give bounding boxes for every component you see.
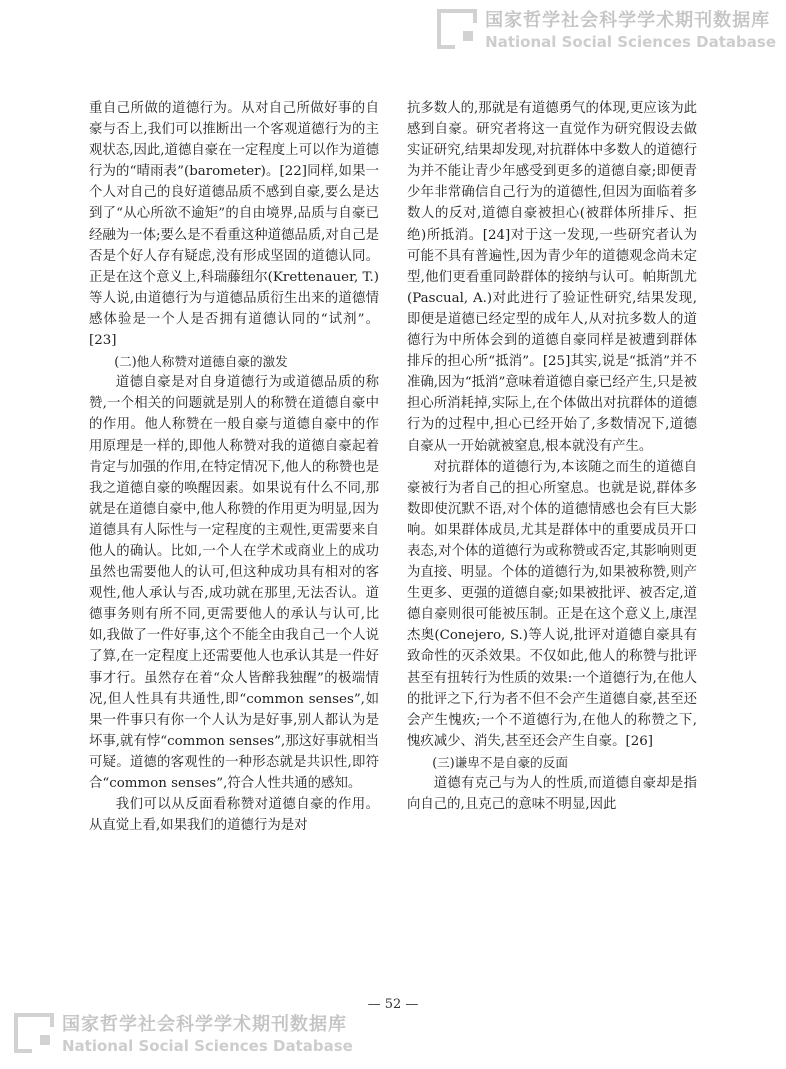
watermark-title-en: National Social Sciences Database bbox=[62, 1037, 353, 1055]
database-logo-icon bbox=[437, 9, 477, 49]
section-heading: (三)谦卑不是自豪的反面 bbox=[432, 754, 568, 770]
paragraph: 对抗群体的道德行为,本该随之而生的道德自豪被行为者自己的担心所窒息。也就是说,群体多数即使沉默不语,对个体的道德情感也会有巨大影响。如果群体成员,尤其是群体中的重要成员开口表态,对个体的道德行为或称赞或否定,其影响则更为直接、明显。个体的道德行为,如果被称赞,则产生更多、更强的道德自豪;如果被批评、被否定,道德自豪则很可能被压制。正是在这个意义上,康涅杰奥(Conejero, S.)等人说,批评对道德自豪具有致命性的灭杀效果。不仅如此,他人的称赞与批评甚至有扭转行为性质的效果:一个道德行为,在他人的批评之下,行为者不但不会产生道德自豪,甚至还会产生愧疚;一个不道德行为,在他人的称赞之下,愧疚减少、消失,甚至还会产生自豪。[26] bbox=[407, 459, 697, 749]
watermark-title-cn: 国家哲学社会科学学术期刊数据库 bbox=[485, 10, 771, 31]
paragraph: 道德有克己与为人的性质,而道德自豪却是指向自己的,且克己的意味不明显,因此 bbox=[407, 776, 697, 813]
paragraph: 我们可以从反面看称赞对道德自豪的作用。从直觉上看,如果我们的道德行为是对 bbox=[89, 797, 379, 834]
watermark-title-en: National Social Sciences Database bbox=[485, 33, 776, 51]
left-column bbox=[89, 98, 379, 836]
watermark-top bbox=[437, 6, 776, 51]
section-heading: (二)他人称赞对道德自豪的激发 bbox=[114, 354, 288, 370]
database-logo-icon bbox=[14, 1013, 54, 1053]
right-column bbox=[407, 98, 697, 815]
paragraph: 重自己所做的道德行为。从对自己所做好事的自豪与否上,我们可以推断出一个客观道德行为的主观状态,因此,道德自豪在一定程度上可以作为道德行为的“晴雨表”(barometer)。[22]同样,如果一个人对自己的良好道德品质不感到自豪,要么是达到了“从心所欲不逾矩”的自由境界,品质与自豪已经融为一体;要么是不看重这种道德品质,对自己是否是个好人存有疑虑,没有形成坚固的道德认同。正是在这个意义上,科瑞藤纽尔(Krettenauer, T.)等人说,由道德行为与道德品质衍生出来的道德情感体验是一个人是否拥有道德认同的“试剂”。[23] bbox=[89, 101, 379, 349]
paragraph: 抗多数人的,那就是有道德勇气的体现,更应该为此感到自豪。研究者将这一直觉作为研究假设去做实证研究,结果却发现,对抗群体中多数人的道德行为并不能让青少年感受到更多的道德自豪;即便青少年非常确信自己行为的道德性,但因为面临着多数人的反对,道德自豪被担心(被群体所排斥、拒绝)所抵消。[24]对于这一发现,一些研究者认为可能不具有普遍性,因为青少年的道德观念尚未定型,他们更看重同龄群体的接纳与认可。帕斯凯尤(Pascual, A.)对此进行了验证性研究,结果发现,即便是道德已经定型的成年人,从对抗多数人的道德行为中所体会到的道德自豪同样是被遭到群体排斥的担心所“抵消”。[25]其实,说是“抵消”并不准确,因为“抵消”意味着道德自豪已经产生,只是被担心所消耗掉,实际上,在个体做出对抗群体的道德行为的过程中,担心已经开始了,多数情况下,道德自豪从一开始就被窒息,根本就没有产生。 bbox=[407, 101, 698, 454]
page-number: — 52 — bbox=[367, 997, 419, 1012]
watermark-title-cn: 国家哲学社会科学学术期刊数据库 bbox=[62, 1014, 347, 1035]
watermark-bottom bbox=[14, 1010, 353, 1055]
paragraph: 道德自豪是对自身道德行为或道德品质的称赞,一个相关的问题就是别人的称赞在道德自豪中的作用。他人称赞在一般自豪与道德自豪中的作用原理是一样的,即他人称赞对我的道德自豪起着肯定与加强的作用,在特定情况下,他人的称赞也是我之道德自豪的唤醒因素。如果说有什么不同,那就是在道德自豪中,他人称赞的作用更为明显,因为道德具有人际性与一定程度的主观性,更需要来自他人的确认。比如,一个人在学术或商业上的成功虽然也需要他人的认可,但这种成功具有相对的客观性,他人承认与否,成功就在那里,无法否认。道德事务则有所不同,更需要他人的承认与认可,比如,我做了一件好事,这个不能全由我自己一个人说了算,在一定程度上还需要他人也承认其是一件好事才行。虽然存在着“众人皆醉我独醒”的极端情况,但人性具有共通性,即“common senses”,如果一件事只有你一个人认为是好事,别人都认为是坏事,就有悖“common senses”,那这好事就相当可疑。道德的客观性的一种形态就是共识性,即符合“common senses”,符合人性共通的感知。 bbox=[89, 375, 379, 791]
